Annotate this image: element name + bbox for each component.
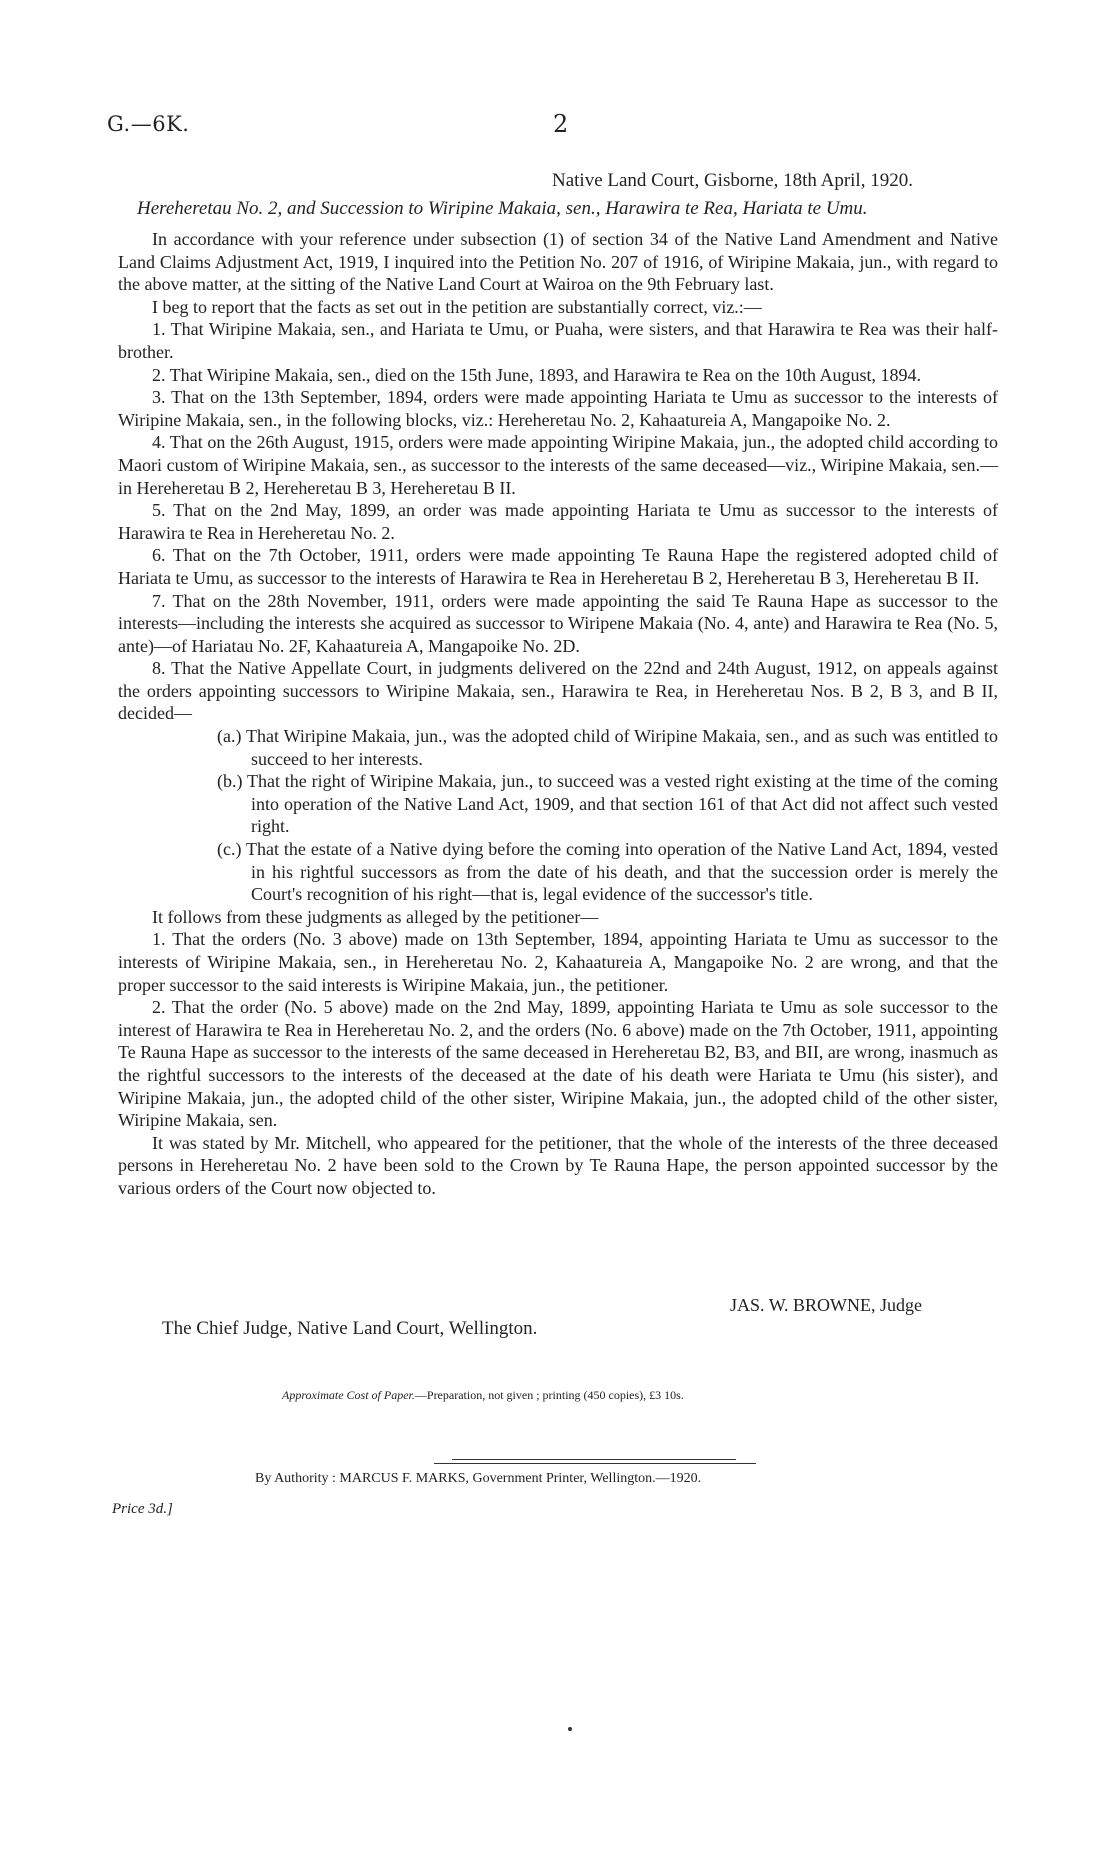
conclusion-1: 1. That the orders (No. 3 above) made on 13th September, 1894, appointing Hariata te Umu as successor to the interests of Wiripine Makaia, sen., in Hereheretau No. 2, Kahaatureia A, Mangapoike No. 2 are wrong, and that the proper successor to the said interests is Wiripine Makaia, jun., the petitioner. — [118, 929, 998, 995]
paragraph-intro: In accordance with your reference under subsection (1) of section 34 of the Native Land Amendment and Native Land Claims Adjustment Act, 1919, I inquired into the Petition No. 207 of 1916, of Wiripine Makaia, jun., with regard to the above matter, at the sitting of the Native Land Court at Wairoa on the 9th February last. — [118, 229, 998, 295]
printer-authority: By Authority : MARCUS F. MARKS, Government Printer, Wellington.—1920. — [255, 1471, 702, 1486]
decision-a: (a.) That Wiripine Makaia, jun., was the adopted child of Wiripine Makaia, sen., and as such was entitled to succeed to her interests. — [217, 726, 998, 769]
signature: JAS. W. BROWNE, Judge — [730, 1295, 923, 1315]
conclusion-statement: It was stated by Mr. Mitchell, who appeared for the petitioner, that the whole of the interests of the three deceased persons in Hereheretau No. 2 have been sold to the Crown by Te Rauna Hape, the person appointed successor by the various orders of the Court now objected to. — [118, 1132, 998, 1198]
finding-4: 4. That on the 26th August, 1915, orders were made appointing Wiripine Makaia, jun., the adopted child according to Maori custom of Wiripine Makaia, sen., as successor to the interests of the same deceased—viz., Wiripine Makaia, sen.—in Hereheretau B 2, Hereheretau B 3, Hereheretau B II. — [118, 432, 998, 498]
finding-5: 5. That on the 2nd May, 1899, an order was made appointing Hariata te Umu as successor to the interests of Harawira te Rea in Hereheretau No. 2. — [118, 500, 998, 543]
dateline: Native Land Court, Gisborne, 18th April, 1920. — [552, 170, 913, 191]
finding-8: 8. That the Native Appellate Court, in judgments delivered on the 22nd and 24th August, 1912, on appeals against the orders appointing successors to Wiripine Makaia, sen., Harawira te Rea, in Hereheretau Nos. B 2, B 3, and B II, decided— — [118, 658, 998, 724]
decision-c: (c.) That the estate of a Native dying before the coming into operation of the Native Land Act, 1894, vested in his rightful successors as from the date of his death, and that the succession order is merely the Court's recognition of his right—that is, legal evidence of the successor's title. — [217, 839, 998, 905]
cost-label: Approximate Cost of Paper. — [282, 1388, 415, 1402]
finding-7: 7. That on the 28th November, 1911, orders were made appointing the said Te Rauna Hape as successor to the interests—including the interests she acquired as successor to Wiripene Makaia (No. 4, ante) and Harawira te Rea (No. 5, ante)—of Hariatau No. 2F, Kahaatureia A, Mangapoike No. 2D. — [118, 590, 998, 656]
cost-text: —Preparation, not given ; printing (450 copies), £3 10s. — [414, 1388, 684, 1402]
footer-rule-bottom — [434, 1463, 756, 1464]
page-number: 2 — [553, 110, 569, 138]
footer-rule-top — [452, 1459, 736, 1460]
price: Price 3d.] — [112, 1501, 173, 1517]
finding-6: 6. That on the 7th October, 1911, orders were made appointing Te Rauna Hape the registered adopted child of Hariata te Umu, as successor to the interests of Harawira te Rea in Hereheretau B 2, Hereheretau B 3, Hereheretau B II. — [118, 545, 998, 588]
finding-3: 3. That on the 13th September, 1894, orders were made appointing Hariata te Umu as successor to the interests of Wiripine Makaia, sen., in the following blocks, viz.: Hereheretau No. 2, Kahaatureia A, Mangapoike No. 2. — [118, 387, 998, 430]
addressee: The Chief Judge, Native Land Court, Wellington. — [162, 1318, 538, 1339]
decision-b: (b.) That the right of Wiripine Makaia, jun., to succeed was a vested right existing at the time of the coming into operation of the Native Land Act, 1909, and that section 161 of that Act did not affect such vested right. — [217, 771, 998, 837]
paper-code: G.—6K. — [107, 112, 190, 136]
report-body — [118, 228, 998, 1200]
paragraph-report: I beg to report that the facts as set out in the petition are substantially correct, viz.:— — [152, 296, 762, 317]
subject-heading: Hereheretau No. 2, and Succession to Wiripine Makaia, sen., Harawira te Rea, Hariata te Umu. — [137, 198, 868, 219]
finding-1: 1. That Wiripine Makaia, sen., and Hariata te Umu, or Puaha, were sisters, and that Harawira te Rea was their half-brother. — [118, 319, 998, 362]
page-mark — [568, 1727, 572, 1731]
conclusion-2: 2. That the order (No. 5 above) made on the 2nd May, 1899, appointing Hariata te Umu as sole successor to the interest of Harawira te Rea in Hereheretau No. 2, and the orders (No. 6 above) made on the 7th October, 1911, appointing Te Rauna Hape as successor to the interests of the same deceased in Hereheretau B2, B3, and BII, are wrong, inasmuch as the rightful successors to the interests of the deceased at the date of his death were Hariata te Umu (his sister), and Wiripine Makaia, jun., the adopted child of the other sister, Wiripine Makaia, jun., the adopted child of the other sister, Wiripine Makaia, sen. — [118, 997, 998, 1131]
finding-2: 2. That Wiripine Makaia, sen., died on the 15th June, 1893, and Harawira te Rea on the 10th August, 1894. — [152, 364, 921, 385]
conclusion-intro: It follows from these judgments as alleged by the petitioner— — [152, 906, 599, 927]
cost-of-paper — [282, 1388, 684, 1403]
